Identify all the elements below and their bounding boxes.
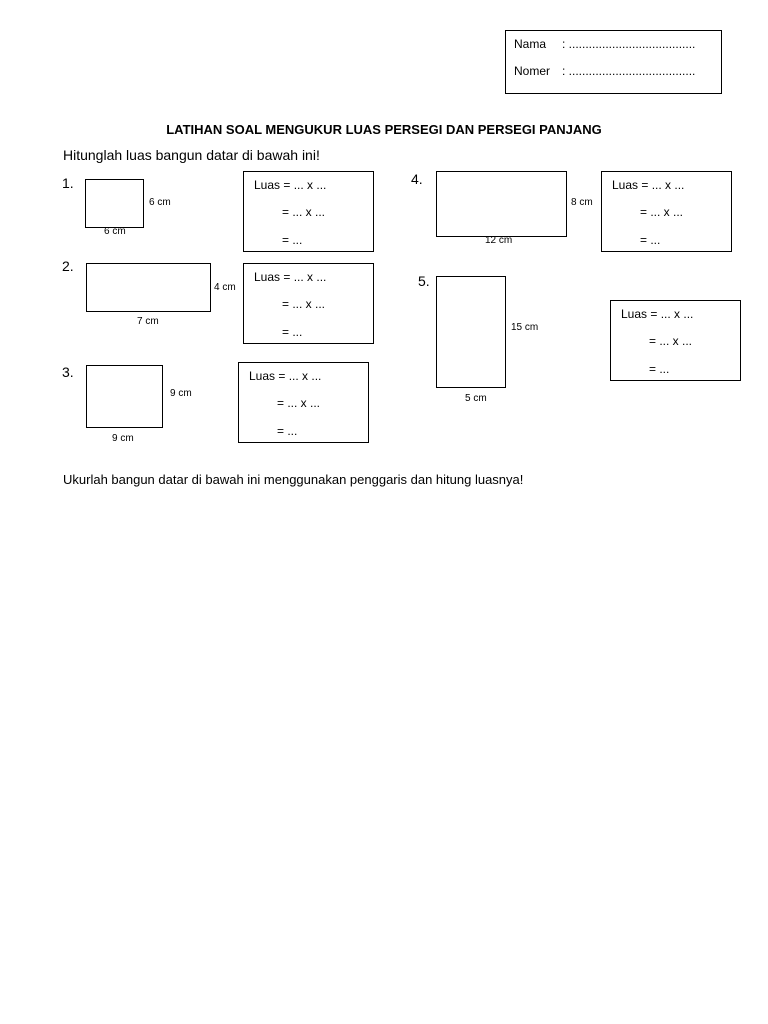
answer-line-1: Luas = ... x ... bbox=[254, 178, 327, 192]
side-length-label: 8 cm bbox=[571, 197, 593, 208]
answer-line-3: = ... bbox=[282, 233, 303, 247]
square-shape bbox=[86, 365, 163, 428]
answer-line-2: = ... x ... bbox=[649, 334, 693, 348]
bottom-length-label: 9 cm bbox=[112, 433, 134, 444]
answer-line-1: Luas = ... x ... bbox=[621, 307, 694, 321]
answer-box[interactable] bbox=[601, 171, 732, 252]
answer-box[interactable] bbox=[243, 171, 374, 252]
instruction-2: Ukurlah bangun datar di bawah ini menggunakan penggaris dan hitung luasnya! bbox=[63, 472, 524, 487]
bottom-length-label: 7 cm bbox=[137, 316, 159, 327]
answer-line-3: = ... bbox=[282, 325, 303, 339]
problem-number: 2. bbox=[62, 258, 74, 274]
name-field[interactable]: : ...................................... bbox=[562, 37, 696, 51]
answer-line-3: = ... bbox=[649, 362, 670, 376]
rectangle-shape bbox=[86, 263, 211, 312]
rectangle-shape bbox=[436, 276, 506, 388]
answer-box[interactable] bbox=[610, 300, 741, 381]
number-field[interactable]: : ...................................... bbox=[562, 64, 696, 78]
answer-line-2: = ... x ... bbox=[277, 396, 321, 410]
side-length-label: 9 cm bbox=[170, 388, 192, 399]
problem-number: 4. bbox=[411, 171, 423, 187]
square-shape bbox=[85, 179, 144, 228]
side-length-label: 4 cm bbox=[214, 282, 236, 293]
answer-line-2: = ... x ... bbox=[640, 205, 684, 219]
identity-box bbox=[505, 30, 722, 94]
problem-number: 1. bbox=[62, 175, 74, 191]
answer-box[interactable] bbox=[243, 263, 374, 344]
name-label: Nama bbox=[514, 37, 547, 51]
worksheet-title: LATIHAN SOAL MENGUKUR LUAS PERSEGI DAN PERSEGI PANJANG bbox=[166, 122, 602, 137]
answer-line-1: Luas = ... x ... bbox=[254, 270, 327, 284]
problem-number: 5. bbox=[418, 273, 430, 289]
answer-line-1: Luas = ... x ... bbox=[249, 369, 322, 383]
answer-line-3: = ... bbox=[277, 424, 298, 438]
bottom-length-label: 12 cm bbox=[485, 235, 513, 246]
bottom-length-label: 6 cm bbox=[104, 226, 126, 237]
answer-box[interactable] bbox=[238, 362, 369, 443]
side-length-label: 6 cm bbox=[149, 197, 171, 208]
answer-line-2: = ... x ... bbox=[282, 297, 326, 311]
answer-line-3: = ... bbox=[640, 233, 661, 247]
instruction-1: Hitunglah luas bangun datar di bawah ini! bbox=[63, 147, 320, 163]
rectangle-shape bbox=[436, 171, 567, 237]
number-label: Nomer bbox=[514, 64, 551, 78]
side-length-label: 15 cm bbox=[511, 322, 539, 333]
problem-number: 3. bbox=[62, 364, 74, 380]
bottom-length-label: 5 cm bbox=[465, 393, 487, 404]
answer-line-2: = ... x ... bbox=[282, 205, 326, 219]
answer-line-1: Luas = ... x ... bbox=[612, 178, 685, 192]
